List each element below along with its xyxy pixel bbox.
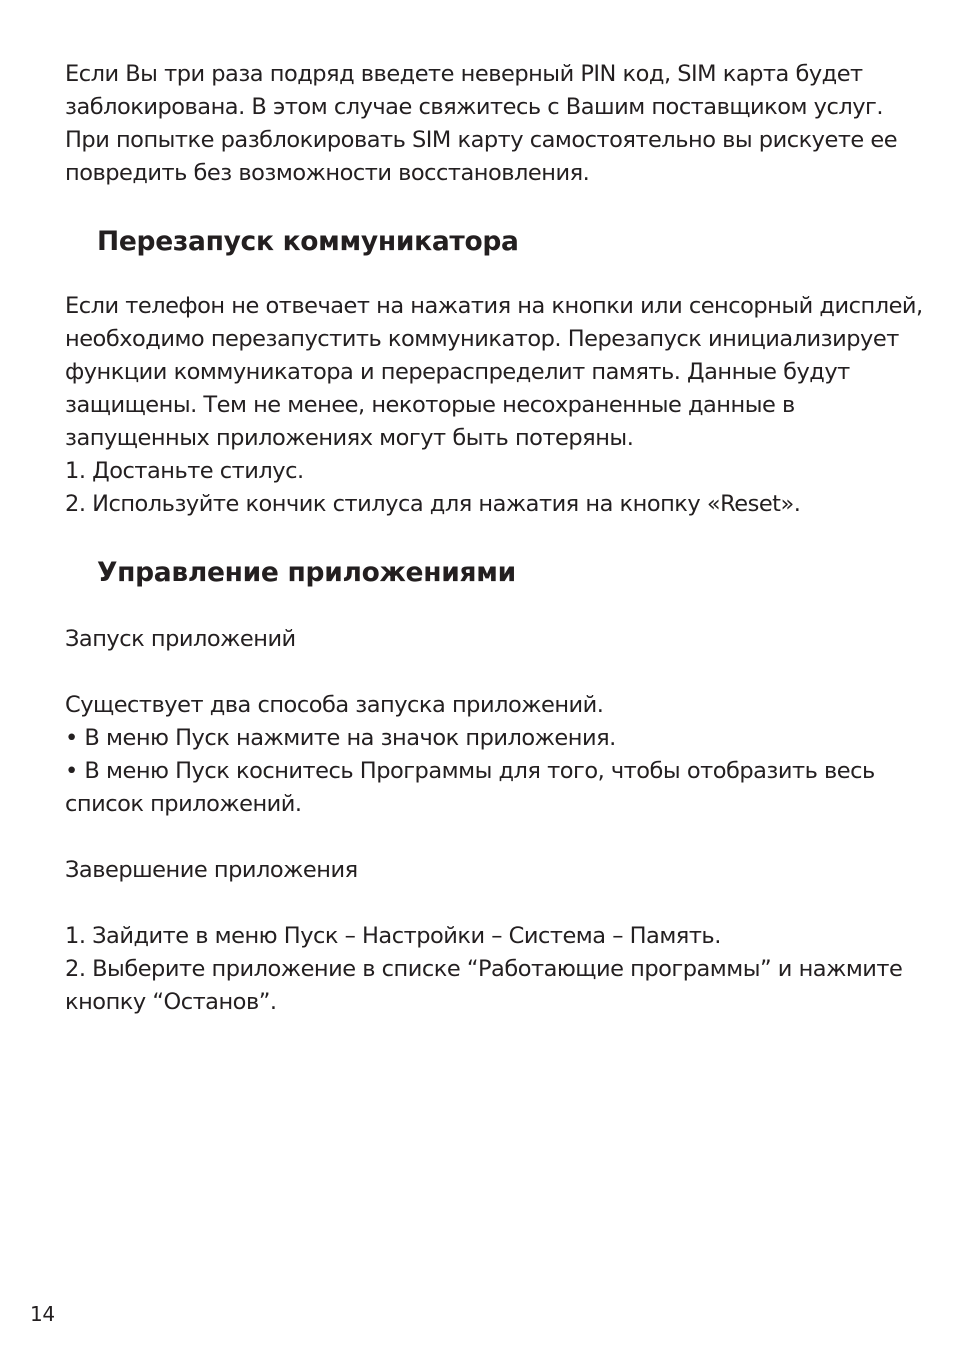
list-item: 1. Зайдите в меню Пуск – Настройки – Система – Память.: [65, 923, 721, 949]
sim-pin-warning-paragraph: [65, 58, 905, 190]
text-line: список приложений.: [65, 791, 302, 817]
text-line: Если Вы три раза подряд введете неверный PIN код, SIM карта будет: [65, 61, 863, 87]
page-number: 14: [30, 1302, 55, 1326]
spacer: [65, 521, 905, 556]
restart-heading: Перезапуск коммуникатора: [97, 226, 519, 257]
list-item: 1. Достаньте стилус.: [65, 458, 304, 484]
text-line: повредить без возможности восстановления.: [65, 160, 590, 186]
text-line: Существует два способа запуска приложений.: [65, 692, 604, 718]
page-content: [65, 58, 923, 1019]
spacer: [65, 887, 905, 920]
spacer: [65, 259, 905, 290]
launch-apps-paragraph: [65, 689, 905, 821]
text-line: запущенных приложениях могут быть потеряны.: [65, 425, 634, 451]
close-app-subheading: [65, 854, 905, 887]
list-item: • В меню Пуск нажмите на значок приложения.: [65, 725, 616, 751]
text-line: При попытке разблокировать SIM карту самостоятельно вы рискуете ее: [65, 127, 898, 153]
list-item: 2. Используйте кончик стилуса для нажатия на кнопку «Reset».: [65, 491, 801, 517]
list-item: 2. Выберите приложение в списке “Работающие программы” и нажмите: [65, 956, 903, 982]
text-line: функции коммуникатора и перераспределит память. Данные будут: [65, 359, 850, 385]
list-item: • В меню Пуск коснитесь Программы для того, чтобы отобразить весь: [65, 758, 875, 784]
launch-apps-subheading: [65, 623, 905, 656]
spacer: [65, 656, 905, 689]
text-line: Если телефон не отвечает на нажатия на кнопки или сенсорный дисплей,: [65, 293, 923, 319]
text-line: заблокирована. В этом случае свяжитесь с Вашим поставщиком услуг.: [65, 94, 883, 120]
spacer: [65, 190, 905, 225]
restart-paragraph: [65, 290, 923, 521]
text-line: Завершение приложения: [65, 857, 358, 883]
text-line: кнопку “Останов”.: [65, 989, 277, 1015]
text-line: защищены. Тем не менее, некоторые несохраненные данные в: [65, 392, 795, 418]
text-line: Запуск приложений: [65, 626, 296, 652]
text-line: необходимо перезапустить коммуникатор. Перезапуск инициализирует: [65, 326, 899, 352]
close-app-paragraph: [65, 920, 905, 1019]
spacer: [65, 590, 905, 623]
apps-management-heading: Управление приложениями: [97, 557, 516, 588]
spacer: [65, 821, 905, 854]
